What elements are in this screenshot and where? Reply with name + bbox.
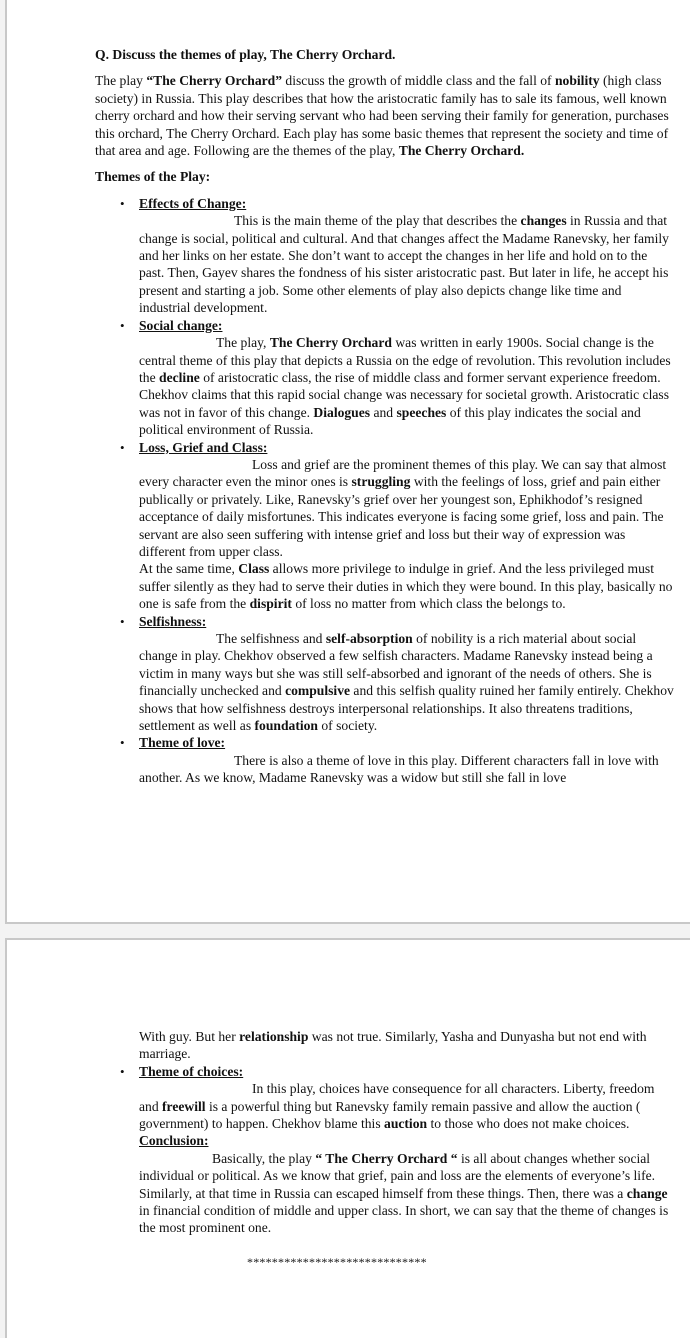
theme-paragraph (139, 560, 675, 612)
conclusion-paragraph (139, 1150, 675, 1237)
themes-subheading: Themes of the Play: (95, 169, 211, 185)
text-run: of loss no matter from which class the belongs to. (291, 596, 566, 612)
text-run: of nobility is a rich material about social change in play. Chekhov observed a few selfish characters. Madame Ranevsky instead being a victim in many ways but she was still self-absorbed and ignorant of the needs of others. She is financially unchecked and (139, 631, 653, 699)
themes-list (95, 195, 675, 787)
text-run: of aristocratic class, the rise of middle class and former servant experience freedom. Chekhov claims that this rapid social change was necessary for societal growth. Aristocratic class was not in favor of this change. (139, 369, 669, 420)
bold-text: The Cherry Orchard (269, 335, 392, 351)
text-run: is a powerful thing but Ranevsky family remain passive and allow the auction ( government) to happen. Chekhov blame this (139, 1098, 641, 1132)
text-run: The play, (216, 335, 270, 351)
bold-text: self-absorption (325, 631, 413, 646)
theme-heading: Social change: (139, 317, 223, 333)
document-page-2 (5, 938, 690, 1338)
bold-text: speeches (396, 404, 447, 420)
text-run: to those who does not make choices. (427, 1116, 630, 1132)
text-run: was written in early 1900s. Social change is the central theme of this play that depicts a Russia on the edge of revolution. This revolution includes the (139, 335, 671, 385)
continuation-text (139, 1028, 675, 1063)
themes-list-continued (95, 1028, 675, 1063)
text-run: and this selfish quality ruined her family entirely. Chekhov shows that how selfishness destroys interpersonal relationships. It also threatens traditions, settlement as well as (139, 683, 674, 734)
text-run: in Russia and that change is social, political and cultural. And that changes affect the Madame Ranevsky, her family and her links on her estate. She don’t want to accept the changes in her life and hold on to the past. Then, Gayev shares the fondness of his sister aristocratic past. But later in life, he accept his present and starting a job. Some other elements of play also depicts change like time and industrial development. (139, 213, 669, 316)
bold-text: compulsive (285, 683, 351, 699)
bullet-icon: • (120, 735, 125, 751)
bold-text: foundation (254, 718, 318, 734)
theme-paragraph (139, 334, 675, 438)
theme-item (95, 439, 675, 613)
bullet-icon: • (120, 1063, 125, 1079)
theme-paragraph (139, 630, 675, 734)
text-run: discuss the growth of middle class and the fall of (282, 73, 555, 89)
bullet-icon: • (120, 195, 125, 211)
page-1-content (95, 46, 675, 787)
theme-paragraph (139, 752, 675, 787)
bold-text: dispirit (249, 596, 292, 612)
continued-love-paragraph (95, 1028, 675, 1063)
theme-paragraph (139, 456, 675, 560)
bold-text: freewill (162, 1098, 206, 1114)
bullet-icon: • (120, 317, 125, 333)
bold-text: struggling (351, 474, 411, 490)
text-run: This is the main theme of the play that describes the (234, 213, 521, 229)
theme-item (95, 195, 675, 317)
text-run: At the same time, (139, 561, 239, 577)
bold-text: change (626, 1185, 668, 1201)
theme-item (95, 734, 675, 786)
text-run: of this play indicates the social and political environment of Russia. (139, 404, 641, 438)
page-2-content (95, 1028, 675, 1271)
theme-heading: Theme of choices: (139, 1063, 244, 1079)
theme-paragraph (139, 1080, 675, 1132)
text-run: Basically, the play (212, 1150, 316, 1166)
text-run: The play (95, 73, 147, 89)
text-run: In this play, choices have consequence for all characters. Liberty, freedom and (139, 1081, 655, 1114)
theme-heading: Effects of Change: (139, 195, 247, 211)
theme-heading: Theme of love: (139, 735, 226, 751)
bold-text: auction (384, 1116, 428, 1132)
text-run: (high class society) in Russia. This play describes that how the aristocratic family has to sale its famous, well known cherry orchard and how their serving servant who had been serving their family for generation, purchases this orchard, The Cherry Orchard. Each play has some basic themes that represent the society and time of that area and age. Following are the themes of the play, (95, 73, 669, 159)
text-run: Loss and grief are the prominent themes of this play. We can say that almost every character even the minor ones is (139, 456, 667, 490)
bullet-icon: • (120, 613, 125, 629)
theme-paragraph (139, 212, 675, 316)
bold-text: decline (159, 369, 200, 385)
bullet-icon: • (120, 439, 125, 455)
bold-text: relationship (239, 1029, 309, 1044)
conclusion-section (95, 1132, 675, 1236)
text-run: The selfishness and (216, 631, 326, 646)
document-page-1 (5, 0, 690, 924)
text-run: There is also a theme of love in this play. Different characters fall in love with another. As we know, Madame Ranevsky was a widow but still she fall in love (139, 752, 659, 786)
text-run: with the feelings of loss, grief and pain either publically or privately. Like, Ranevsky’s grief over her youngest son, Ephikhodof’s resigned acceptance of daily misfortunes. This indicates everyone is facing some grief, loss and pain. The servant are also seen suffering with intense grief and loss but their way of expression was different from upper class. (139, 474, 664, 559)
theme-heading: Selfishness: (139, 613, 207, 629)
end-separator: ***************************** (247, 1254, 427, 1269)
bold-text: The Cherry Orchard. (398, 143, 525, 159)
question-title: Q. Discuss the themes of play, The Cherry Orchard. (95, 47, 396, 62)
text-run: in financial condition of middle and upper class. In short, we can say that the theme of changes is the most prominent one. (139, 1203, 669, 1236)
text-run: was not true. Similarly, Yasha and Dunyasha but not end with marriage. (139, 1029, 647, 1062)
bold-text: Dialogues (313, 404, 371, 420)
bold-text: “ The Cherry Orchard “ (315, 1150, 458, 1166)
text-run: of society. (317, 718, 378, 734)
theme-heading: Loss, Grief and Class: (139, 439, 268, 455)
text-run: is all about changes whether social individual or political. As we know that grief, pain and loss are the elements of everyone’s life. Similarly, at that time in Russia can escaped himself from these things. Then, there was a (139, 1150, 656, 1201)
text-run: With guy. But her (139, 1029, 240, 1044)
theme-item (95, 1063, 675, 1133)
bold-text: nobility (554, 73, 600, 89)
themes-list-page-2 (95, 1063, 675, 1133)
text-run: and (370, 404, 397, 420)
theme-item (95, 317, 675, 439)
text-run: allows more privilege to indulge in grief. And the less privileged must suffer silently as they had to serve their duties in which they were bound. In this play, basically no one is safe from the (139, 561, 673, 612)
conclusion-heading: Conclusion: (139, 1133, 209, 1149)
bold-text: “The Cherry Orchard” (146, 73, 283, 89)
bold-text: Class (238, 561, 270, 577)
bold-text: changes (520, 213, 567, 229)
theme-item (95, 613, 675, 735)
intro-paragraph (95, 72, 675, 159)
